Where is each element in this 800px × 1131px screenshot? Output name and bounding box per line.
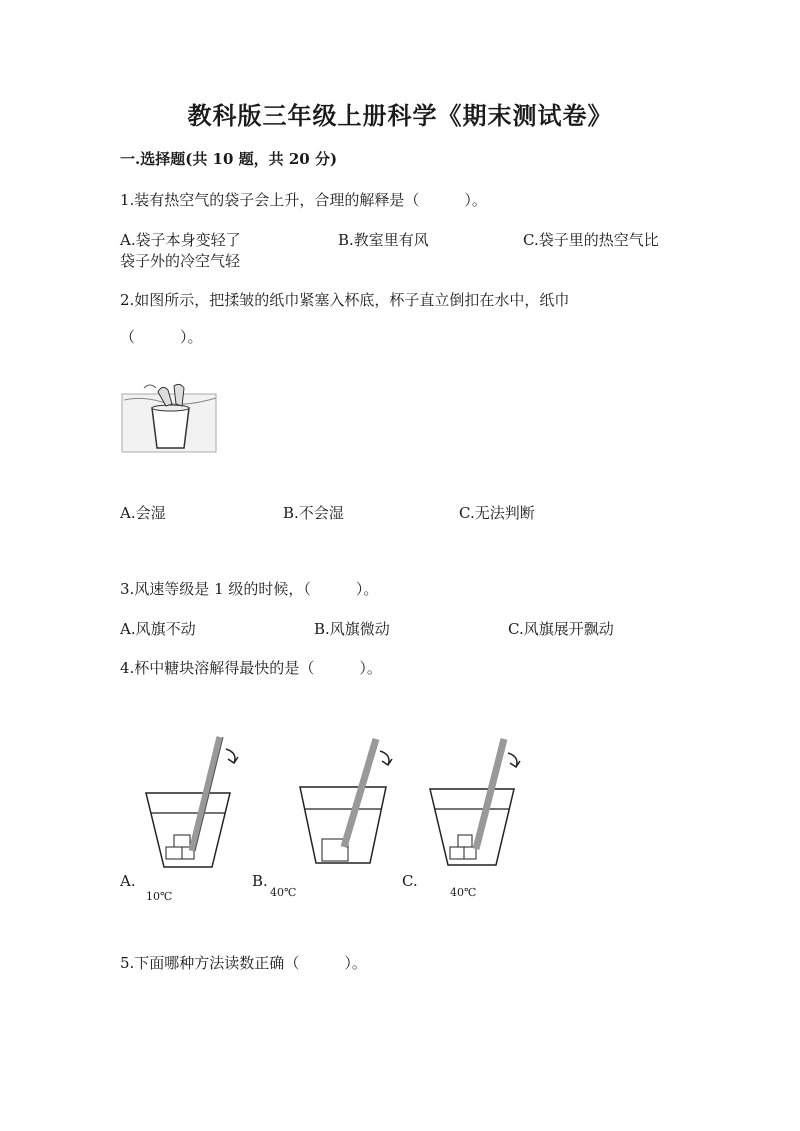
question-3-option-c[interactable]: C.风旗展开飘动 xyxy=(508,620,614,638)
question-1-option-c[interactable]: C.袋子里的热空气比 xyxy=(523,231,659,249)
page-title: 教科版三年级上册科学《期末测试卷》 xyxy=(187,101,613,130)
question-5-stem: 5.下面哪种方法读数正确（ ）。 xyxy=(120,954,367,972)
question-2-stem: 2.如图所示，把揉皱的纸巾紧塞入杯底，杯子直立倒扣在水中，纸巾 xyxy=(120,291,570,309)
question-1-option-c-wrap: 袋子外的冷空气轻 xyxy=(120,252,241,270)
section-heading: 一.选择题(共 10 题，共 20 分) xyxy=(120,150,338,168)
question-1-option-a[interactable]: A.袋子本身变轻了 xyxy=(120,231,241,249)
cup-b-figure xyxy=(296,735,406,875)
question-2-option-c[interactable]: C.无法判断 xyxy=(459,504,535,522)
question-3-option-a[interactable]: A.风旗不动 xyxy=(120,620,196,638)
cup-a-temperature: 10℃ xyxy=(146,890,173,903)
question-4-option-b[interactable]: B. xyxy=(252,872,268,890)
question-3-stem: 3.风速等级是 1 级的时候，（ ）。 xyxy=(120,580,379,598)
question-4-option-a[interactable]: A. xyxy=(120,872,136,890)
cup-b-temperature: 40℃ xyxy=(270,886,297,899)
question-3-option-b[interactable]: B.风旗微动 xyxy=(314,620,390,638)
question-2-option-a[interactable]: A.会湿 xyxy=(120,504,166,522)
question-2-option-b[interactable]: B.不会湿 xyxy=(283,504,344,522)
question-4-option-c[interactable]: C. xyxy=(402,872,418,890)
question-2-stem-wrap: （ ）。 xyxy=(120,328,203,346)
cup-c-temperature: 40℃ xyxy=(450,886,477,899)
cup-a-figure xyxy=(140,735,250,875)
question-1-stem: 1.装有热空气的袋子会上升，合理的解释是（ ）。 xyxy=(120,191,487,209)
cup-c-figure xyxy=(428,735,538,875)
question-4-stem: 4.杯中糖块溶解得最快的是（ ）。 xyxy=(120,659,382,677)
cup-in-water-figure xyxy=(122,380,222,455)
question-1-option-b[interactable]: B.教室里有风 xyxy=(338,231,429,249)
